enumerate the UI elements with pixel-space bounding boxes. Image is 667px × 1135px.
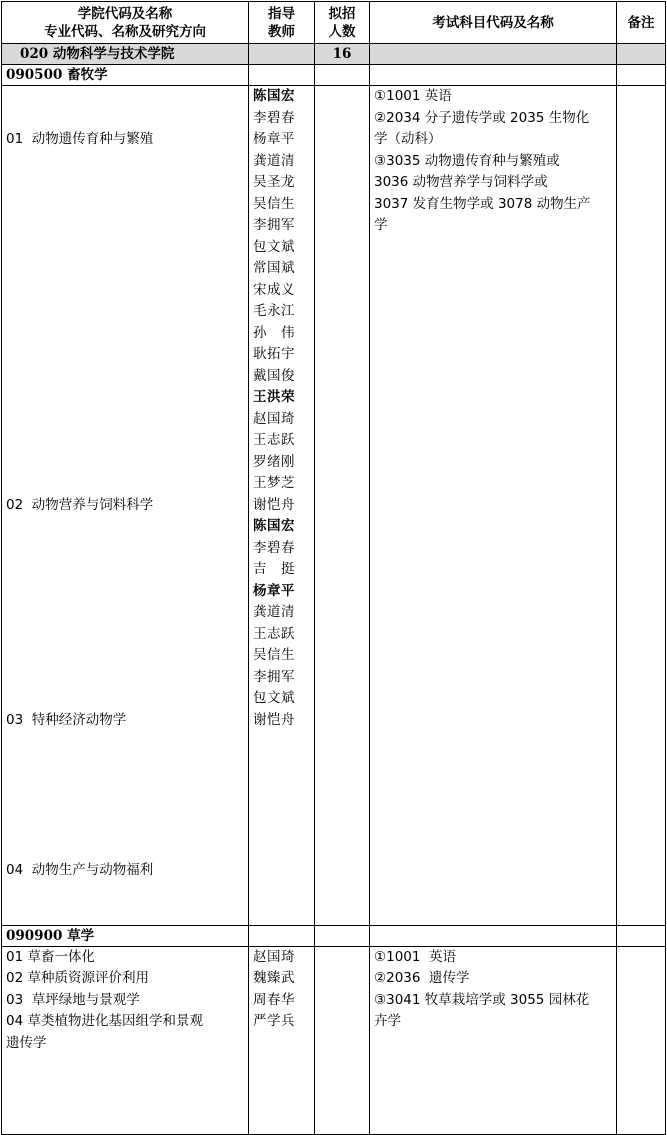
tutor-name: 李碧春 [253,539,295,556]
direction-01: 01 动物遗传育种与繁殖 [6,131,154,147]
exam-line: ①1001 英语 [374,88,452,104]
tutor-name: 李拥军 [253,668,295,685]
tutor-name: 李碧春 [253,109,295,126]
directions-cell [2,86,249,926]
header-tutor: 指导 教师 [249,2,315,44]
tutor-name: 吴信生 [253,195,295,212]
college-quota: 16 [315,44,370,65]
direction-line: 遗传学 [6,1034,47,1051]
exam-line: 3037 发育生物学或 3078 动物生产 [374,195,591,212]
exam-line: ③3041 牧草栽培学或 3055 园林花 [374,991,590,1008]
tutor-name: 毛永江 [253,303,295,319]
exam-line: 3036 动物营养学与饲料学或 [374,174,548,190]
tutor-name: 常国斌 [253,260,295,276]
tutor-name: 赵国琦 [253,948,295,965]
header-note: 备注 [617,2,666,44]
exams-cell [370,946,617,1134]
tutor-name: 王志跃 [253,625,295,642]
major-row-090900 [2,925,666,946]
college-row [2,44,666,65]
direction-04: 04 动物生产与动物福利 [6,862,154,878]
tutors-cell [249,946,315,1134]
exam-line: ②2036 遗传学 [374,970,470,986]
tutor-name: 陈国宏 [253,88,295,104]
exam-line: ②2034 分子遗传学或 2035 生物化 [374,109,590,126]
tutor-name: 龚道清 [253,604,295,620]
direction-line: 03 草坪绿地与景观学 [6,991,140,1008]
tutor-name: 赵国琦 [253,410,295,427]
tutor-name: 包文斌 [253,690,295,706]
exams-cell [370,86,617,926]
header-quota: 拟招 人数 [315,2,370,44]
tutor-name: 王梦芝 [253,475,295,491]
direction-03: 03 特种经济动物学 [6,711,127,728]
tutor-name: 王洪荣 [253,389,295,405]
tutor-name: 陈国宏 [253,518,295,534]
college-name: 020 动物科学与技术学院 [2,44,249,65]
tutor-name: 孙 伟 [253,324,295,341]
exam-line: 学 [374,217,388,233]
major-title: 090900 草学 [2,925,249,946]
header-exam: 考试科目代码及名称 [370,2,617,44]
tutor-name: 戴国俊 [253,367,295,384]
direction-02: 02 动物营养与饲料科学 [6,496,154,513]
direction-line: 04 草类植物进化基因组学和景观 [6,1013,203,1029]
directions-cell [2,946,249,1134]
exam-line: ③3035 动物遗传育种与繁殖或 [374,152,560,169]
major-title: 090500 畜牧学 [2,65,249,86]
tutor-name: 耿拓宇 [253,346,295,362]
major-body-090500 [2,86,666,926]
tutor-name: 谢恺舟 [253,496,295,513]
major-row-090500 [2,65,666,86]
tutor-name: 杨章平 [253,131,295,147]
exam-line: 学（动科） [374,131,442,147]
tutor-name: 周春华 [253,991,295,1008]
tutor-name: 吴圣龙 [253,174,295,190]
tutor-name: 魏臻武 [253,970,295,986]
tutor-name: 谢恺舟 [253,711,295,728]
tutors-cell [249,86,315,926]
tutor-name: 严学兵 [253,1013,295,1029]
enrollment-table [1,1,666,1135]
header-major: 学院代码及名称 专业代码、名称及研究方向 [2,2,249,44]
tutor-name: 吉 挺 [253,561,295,577]
direction-line: 02 草种质资源评价利用 [6,970,149,986]
tutor-name: 李拥军 [253,217,295,233]
exam-line: ①1001 英语 [374,948,457,965]
direction-line: 01 草畜一体化 [6,948,95,965]
tutor-name: 包文斌 [253,238,295,255]
tutor-name: 杨章平 [253,582,295,599]
header-row [2,2,666,44]
tutor-name: 龚道清 [253,152,295,169]
exam-line: 卉学 [374,1013,401,1029]
major-body-090900 [2,946,666,1134]
tutor-name: 罗绪刚 [253,453,295,470]
tutor-name: 宋成义 [253,281,295,298]
tutor-name: 王志跃 [253,432,295,448]
tutor-name: 吴信生 [253,647,295,663]
